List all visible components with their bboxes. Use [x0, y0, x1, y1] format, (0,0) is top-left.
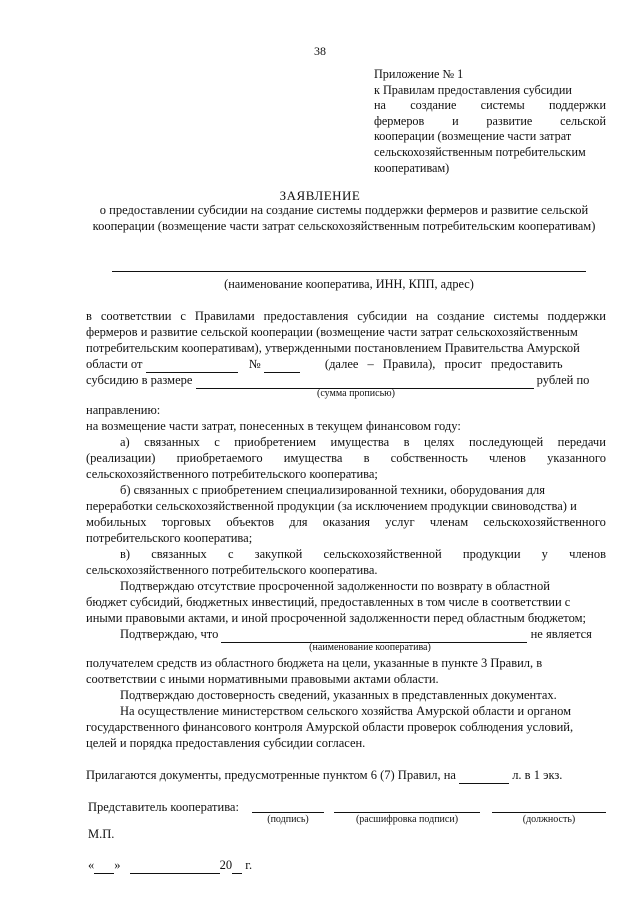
body-line: потребительского кооператива;	[86, 531, 253, 545]
appendix-line: на создание системы поддержки	[374, 98, 606, 113]
stamp-place: М.П.	[88, 827, 115, 841]
month-field[interactable]	[130, 858, 220, 874]
body-line: иными правовыми актами, и иной просроченной задолженности перед областным бюджетом;	[86, 611, 586, 625]
body-line: направлению:	[86, 403, 161, 417]
consent-checks: На осуществление министерством сельского хозяйства Амурской области и органом	[120, 704, 572, 718]
amount-field[interactable]	[196, 373, 534, 389]
signature-field[interactable]	[252, 812, 324, 813]
document-title: ЗАЯВЛЕНИЕ	[279, 188, 361, 203]
attachments-line: Прилагаются документы, предусмотренные пунктом 6 (7) Правил, на л. в 1 экз.	[86, 768, 563, 782]
body-line: на возмещение части затрат, понесенных в текущем финансовом году:	[86, 419, 461, 433]
item-a: а) связанных с приобретением имущества в целях последующей передачи	[120, 435, 606, 449]
coop-name-field[interactable]	[221, 627, 527, 643]
body-line: получателем средств из областного бюджета на цели, указанные в пункте 3 Правил, в	[86, 656, 543, 670]
document-subtitle: о предоставлении субсидии на создание системы поддержки фермеров и развитие сельской кооперации (возмещение части затрат сельскохозяйственным потребительским кооперативам)	[92, 203, 596, 233]
appendix-line: к Правилам предоставления субсидии	[374, 82, 572, 97]
body-line: мобильных торговых объектов для оказания услуг членам сельскохозяйственного	[86, 515, 606, 529]
body-line-amount: субсидию в размере рублей по	[86, 373, 590, 387]
date-line: « » 20 г.	[88, 858, 253, 872]
coop-name-caption: (наименование кооператива)	[309, 642, 431, 653]
signature-caption: (подпись)	[267, 814, 309, 825]
body-line: целей и порядка предоставления субсидии согласен.	[86, 736, 366, 750]
body-line: бюджет субсидий, бюджетных инвестиций, предоставленных в том числе в соответствии с	[86, 595, 571, 609]
body-line: сельскохозяйственного потребительского кооператива.	[86, 563, 378, 577]
appendix-line: кооперации (возмещение части затрат	[374, 129, 572, 144]
position-field[interactable]	[492, 812, 606, 813]
signature-decode-field[interactable]	[334, 812, 480, 813]
appendix-line: фермеров и развитие сельской	[374, 113, 606, 128]
confirm-not-recipient: Подтверждаю, что не является	[120, 627, 592, 641]
number-field[interactable]	[264, 357, 300, 373]
pages-field[interactable]	[459, 768, 509, 784]
position-caption: (должность)	[522, 814, 576, 825]
sum-caption: (сумма прописью)	[317, 388, 395, 399]
appendix-line: Приложение № 1	[374, 67, 464, 81]
body-line: соответствии с иными нормативными правовыми актами области.	[86, 672, 439, 686]
body-line-date: области от № (далее – Правила), просит предоставить	[86, 357, 563, 371]
coop-caption: (наименование кооператива, ИНН, КПП, адрес)	[224, 277, 474, 291]
confirm-accuracy: Подтверждаю достоверность сведений, указанных в представленных документах.	[120, 688, 557, 702]
body-line: государственного финансового контроля Амурской области проверок соблюдения условий,	[86, 720, 574, 734]
body-line: (реализации) приобретаемого имущества в собственность членов указанного	[86, 451, 606, 465]
decode-caption: (расшифровка подписи)	[355, 814, 459, 825]
item-c: в) связанных с закупкой сельскохозяйственной продукции у членов	[120, 547, 606, 561]
body-line: фермеров и развитие сельской кооперации (возмещение части затрат сельскохозяйственным	[86, 325, 578, 339]
appendix-line: сельскохозяйственным потребительским	[374, 144, 586, 159]
representative-label: Представитель кооператива:	[88, 800, 239, 814]
body-line: потребительским кооперативам), утвержденными постановлением Правительства Амурской	[86, 341, 580, 355]
confirm-no-debt: Подтверждаю отсутствие просроченной задолженности по возврату в областной	[120, 579, 550, 593]
body-line: в соответствии с Правилами предоставления субсидии на создание системы поддержки	[86, 309, 606, 323]
appendix-line: кооперативам)	[374, 160, 450, 175]
day-field[interactable]	[94, 858, 114, 874]
date-field[interactable]	[146, 357, 238, 373]
body-line: сельскохозяйственного потребительского кооператива;	[86, 467, 378, 481]
body-line: переработки сельскохозяйственной продукции (за исключением продукции свиноводства) и	[86, 499, 577, 513]
appendix-block	[374, 67, 606, 176]
item-b: б) связанных с приобретением специализированной техники, оборудования для	[120, 483, 545, 497]
coop-name-line[interactable]	[112, 270, 586, 272]
year-field[interactable]	[232, 858, 242, 874]
page-number: 38	[314, 44, 326, 58]
